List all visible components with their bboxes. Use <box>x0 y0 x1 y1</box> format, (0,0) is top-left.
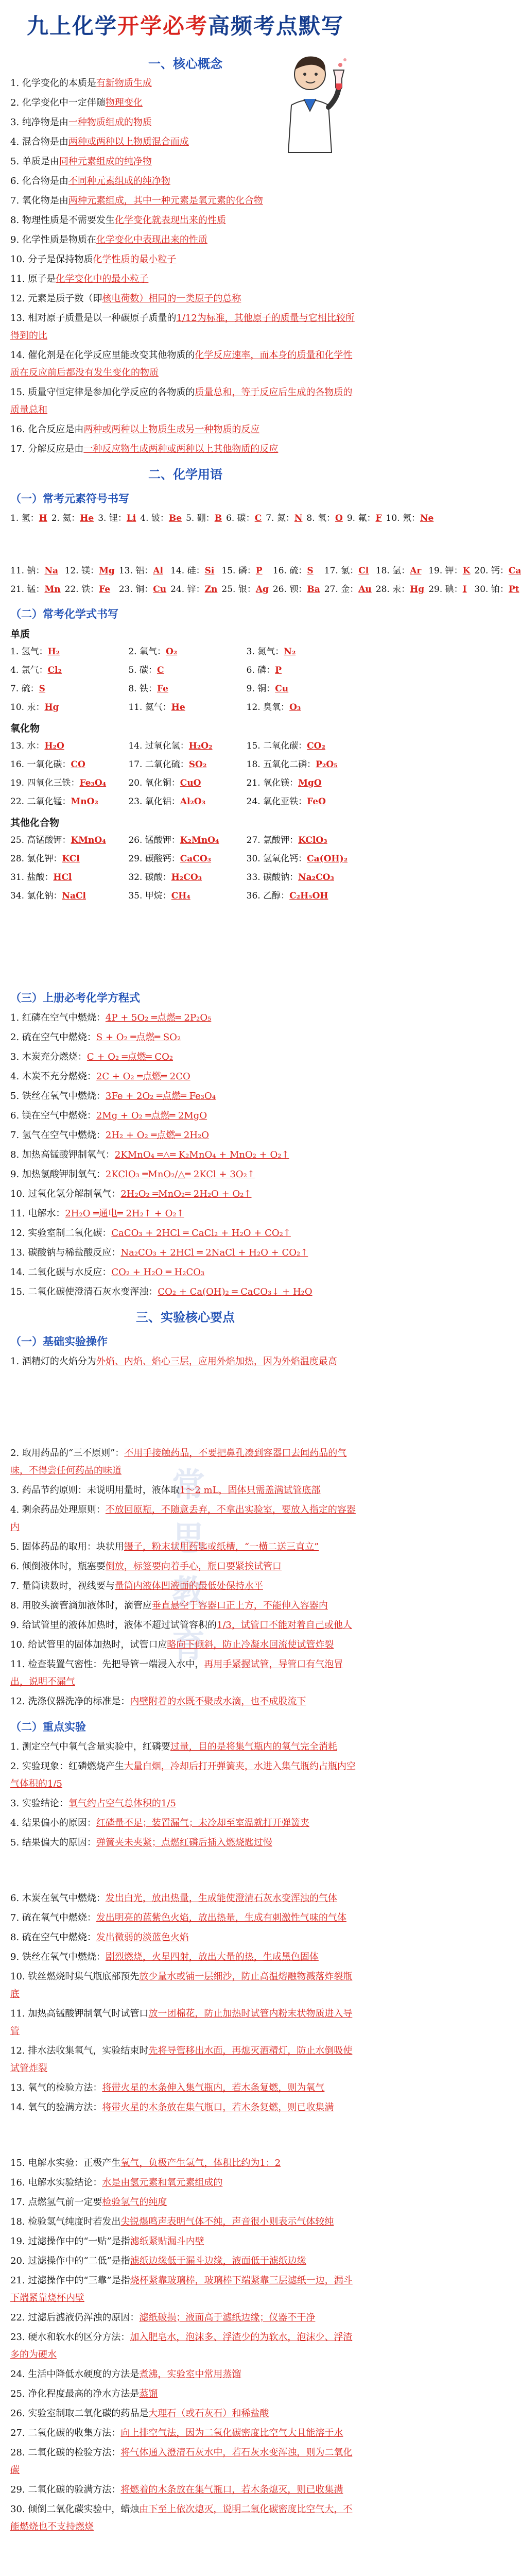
list-item: 5. 铁丝在氧气中燃烧：3Fe + 2O₂ ═点燃═ Fe₃O₄ <box>10 1091 216 1101</box>
list-item: 28. 二氧化碳的检验方法：将气体通入澄清石灰水中，若石灰水变浑浊，则为二氧化碳 <box>10 2447 353 2476</box>
list-item: 8. 用胶头滴管滴加液体时，滴管应垂直悬空于容器口正上方，不能伸入容器内 <box>10 1600 328 1611</box>
list-item: 9. 给试管里的液体加热时，液体不超过试管容积的1/3，试管口不能对着自己或他人 <box>10 1620 352 1631</box>
list-item: 13. 相对原子质量是以一种碳原子质量的1/12为标准，其他原子的质量与它相比较所得到的比 <box>10 313 355 341</box>
page-title <box>0 9 371 40</box>
list-item: 11. 加热高锰酸钾制氧气时试管口放一团棉花，防止加热时试管内粉末状物质进入导管 <box>10 2008 353 2037</box>
list-item: 11. 检查装置气密性：先把导管一端浸入水中，再用手紧握试管，导管口有气泡冒出，说明不漏气 <box>10 1659 343 1687</box>
formula-cell: 33. 碳酸钠：Na₂CO₃ <box>246 872 334 883</box>
elements-grid <box>10 510 434 527</box>
formula-cell: 23. 氧化铝：Al₂O₃ <box>128 796 206 807</box>
list-item: 25. 净化程度最高的净水方法是蒸馏 <box>10 2388 158 2399</box>
list-item: 14. 二氧化碳与水反应：CO₂ + H₂O ═ H₂CO₃ <box>10 1267 205 1278</box>
element-cell: 29. 碘：I <box>428 584 467 595</box>
list-item: 9. 化学性质是物质在化学变化中表现出来的性质 <box>10 234 207 245</box>
formula-cell: 22. 二氧化锰：MnO₂ <box>10 796 98 807</box>
list-item: 19. 过滤操作中的“一贴”是指滤纸紧贴漏斗内壁 <box>10 2236 204 2247</box>
formula-cell: 14. 过氧化氢：H₂O₂ <box>128 741 213 751</box>
formula-cell: 24. 氧化亚铁：FeO <box>246 796 326 807</box>
list-item: 8. 硫在空气中燃烧：发出微弱的淡蓝色火焰 <box>10 1932 189 1943</box>
formula-cell: 15. 二氧化碳：CO₂ <box>246 741 325 751</box>
element-cell: 20. 钙：Ca <box>474 566 521 576</box>
formula-cell: 11. 氦气：He <box>128 702 185 713</box>
element-cell: 18. 氩：Ar <box>375 566 422 576</box>
list-item: 13. 碳酸钠与稀盐酸反应：Na₂CO₃ + 2HCl ═ 2NaCl + H₂O + CO₂↑ <box>10 1247 308 1258</box>
formula-cell: 34. 氯化钠：NaCl <box>10 891 86 901</box>
list-item: 15. 电解水实验：正极产生氧气，负极产生氢气，体积比约为1：2 <box>10 2158 281 2168</box>
title-part-b: 开学必考 <box>117 13 208 39</box>
list-item: 2. 取用药品的“三不原则”：不用手接触药品，不要把鼻孔凑到容器口去闻药品的气味，不得尝任何药品的味道 <box>10 1448 347 1476</box>
element-cell: 8. 氧：O <box>306 513 343 523</box>
element-cell: 14. 硅：Si <box>170 566 215 576</box>
watermark: 常思教育 <box>166 1467 204 1682</box>
formula-cell: 19. 四氧化三铁：Fe₃O₄ <box>10 778 107 788</box>
formula-cell: 2. 氧气：O₂ <box>128 647 178 657</box>
list-item: 4. 剩余药品处理原则：不放回原瓶，不随意丢弃，不拿出实验室，要放入指定的容器内 <box>10 1504 356 1533</box>
elements-grid-2 <box>10 563 521 598</box>
formula-cell: 27. 氯酸钾：KClO₃ <box>246 835 327 845</box>
formula-cell: 5. 碳：C <box>128 665 164 675</box>
list-item: 5. 固体药品的取用：块状用镊子，粉末状用药匙或纸槽，“一横二送三直立” <box>10 1541 319 1552</box>
list-item: 17. 分解反应是由一种反应物生成两种或两种以上其他物质的反应 <box>10 444 279 454</box>
element-cell: 26. 钡：Ba <box>272 584 320 595</box>
formula-cell: 25. 高锰酸钾：KMnO₄ <box>10 835 106 845</box>
formula-grid-compounds <box>10 832 360 904</box>
title-part-a: 九上化学 <box>26 13 117 39</box>
list-item: 3. 实验结论：氧气约占空气总体积的1/5 <box>10 1798 176 1809</box>
equations-list <box>10 1009 360 1301</box>
formula-cell: 9. 铜：Cu <box>246 684 289 694</box>
list-item: 6. 倾倒液体时，瓶塞要倒放，标签要向着手心，瓶口要紧挨试管口 <box>10 1561 282 1572</box>
list-item: 2. 硫在空气中燃烧：S + O₂ ═点燃═ SO₂ <box>10 1032 181 1043</box>
element-cell: 10. 氖：Ne <box>386 513 434 523</box>
list-item: 3. 药品节约原则：未说明用量时，液体取1～2 mL，固体只需盖满试管底部 <box>10 1485 321 1496</box>
list-item: 13. 氧气的检验方法：将带火星的木条伸入集气瓶内，若木条复燃，则为氧气 <box>10 2082 325 2093</box>
key-exp-title: （二）重点实验 <box>10 1721 86 1733</box>
formula-cell: 32. 碳酸：H₂CO₃ <box>128 872 202 883</box>
list-item: 26. 实验室制取二氧化碳的药品是大理石（或石灰石）和稀盐酸 <box>10 2408 269 2419</box>
list-item: 30. 倾倒二氧化碳实验中，蜡烛由下至上依次熄灭，说明二氧化碳密度比空气大，不能燃烧也不支持燃烧 <box>10 2504 353 2532</box>
formula-cell: 16. 一氧化碳：CO <box>10 759 85 770</box>
list-item: 6. 化合物是由不同种元素组成的纯净物 <box>10 176 170 187</box>
list-item: 7. 量筒读数时，视线要与量筒内液体凹液面的最低处保持水平 <box>10 1581 263 1591</box>
formula-cell: 26. 锰酸钾：K₂MnO₄ <box>128 835 219 845</box>
list-item: 2. 化学变化中一定伴随物理变化 <box>10 97 143 108</box>
list-item: 12. 元素是质子数（即核电荷数）相同的一类原子的总称 <box>10 293 241 304</box>
list-item: 12. 洗涤仪器洗净的标准是：内壁附着的水既不聚成水滴，也不成股流下 <box>10 1696 306 1707</box>
list-item: 15. 二氧化碳使澄清石灰水变浑浊：CO₂ + Ca(OH)₂ ═ CaCO₃↓ + H₂O <box>10 1286 312 1297</box>
formula-cell: 29. 碳酸钙：CaCO₃ <box>128 854 212 864</box>
formula-cell: 6. 磷：P <box>246 665 282 675</box>
section2-title: 二、化学用语 <box>148 467 222 482</box>
formula-grid-oxides <box>10 738 360 810</box>
list-item: 11. 原子是化学变化中的最小粒子 <box>10 274 149 284</box>
basic-ops-title: （一）基础实验操作 <box>10 1335 108 1348</box>
list-item: 2. 实验现象：红磷燃烧产生大量白烟，冷却后打开弹簧夹，水进入集气瓶约占瓶内空气体积的1/5 <box>10 1761 356 1789</box>
element-cell: 19. 钾：K <box>428 566 471 576</box>
element-cell: 2. 氦：He <box>51 513 94 523</box>
list-item: 21. 过滤操作中的“三靠”是指烧杯紧靠玻璃棒，玻璃棒下端紧靠三层滤纸一边，漏斗下端紧靠烧杯内壁 <box>10 2275 353 2303</box>
section3-title: 三、实验核心要点 <box>136 1310 235 1325</box>
list-item: 1. 化学变化的本质是有新物质生成 <box>10 78 152 89</box>
list-item: 8. 物理性质是不需要发生化学变化就表现出来的性质 <box>10 215 226 226</box>
list-item: 14. 氧气的验满方法：将带火星的木条放在集气瓶口，若木条复燃，则已收集满 <box>10 2102 334 2113</box>
element-cell: 4. 铍：Be <box>140 513 182 523</box>
list-item: 3. 纯净物是由一种物质组成的物质 <box>10 117 152 128</box>
formula-title: （二）常考化学式书写 <box>10 608 118 620</box>
formula-cell: 28. 氯化钾：KCl <box>10 854 80 864</box>
formula-cell: 21. 氧化镁：MgO <box>246 778 322 788</box>
element-cell: 13. 铝：Al <box>118 566 163 576</box>
list-item: 5. 单质是由同种元素组成的纯净物 <box>10 156 152 167</box>
element-cell: 16. 硫：S <box>272 566 314 576</box>
formula-cell: 35. 甲烷：CH₄ <box>128 891 190 901</box>
element-cell: 17. 氯：Cl <box>324 566 369 576</box>
list-item: 12. 实验室制二氧化碳：CaCO₃ + 2HCl ═ CaCl₂ + H₂O + CO₂↑ <box>10 1228 291 1239</box>
element-cell: 24. 锌：Zn <box>170 584 218 595</box>
formula-cell: 13. 水：H₂O <box>10 741 64 751</box>
element-cell: 7. 氮：N <box>266 513 303 523</box>
formula-cell: 12. 臭氧：O₃ <box>246 702 301 713</box>
list-item: 15. 质量守恒定律是参加化学反应的各物质的质量总和，等于反应后生成的各物质的质量总和 <box>10 387 353 415</box>
formula-cell: 17. 二氧化硫：SO₂ <box>128 759 207 770</box>
element-cell: 3. 锂：Li <box>98 513 136 523</box>
basic-ops-list <box>10 1353 360 1710</box>
formula-cell: 4. 氯气：Cl₂ <box>10 665 62 675</box>
list-item: 14. 催化剂是在化学反应里能改变其他物质的化学反应速率，而本身的质量和化学性质在反应前后都没有发生变化的物质 <box>10 350 353 378</box>
list-item: 22. 过滤后滤液仍浑浊的原因：滤纸破损；液面高于滤纸边缘；仪器不干净 <box>10 2312 316 2323</box>
element-cell: 12. 镁：Mg <box>64 566 115 576</box>
list-item: 3. 木炭充分燃烧：C + O₂ ═点燃═ CO₂ <box>10 1052 173 1062</box>
formula-cell: 1. 氢气：H₂ <box>10 647 60 657</box>
list-item: 7. 氢气在空气中燃烧：2H₂ + O₂ ═点燃═ 2H₂O <box>10 1130 210 1141</box>
list-item: 6. 镁在空气中燃烧：2Mg + O₂ ═点燃═ 2MgO <box>10 1110 207 1121</box>
element-cell: 6. 碳：C <box>226 513 262 523</box>
element-cell: 27. 金：Au <box>324 584 372 595</box>
formula-cell: 10. 汞：Hg <box>10 702 59 713</box>
list-item: 20. 过滤操作中的“二低”是指滤纸边缘低于漏斗边缘，液面低于滤纸边缘 <box>10 2256 306 2266</box>
list-item: 8. 加热高锰酸钾制氧气：2KMnO₄ ═△═ K₂MnO₄ + MnO₂ + O₂↑ <box>10 1149 289 1160</box>
content-area <box>10 47 521 2538</box>
list-item: 18. 检验氢气纯度时若发出尖锐爆鸣声表明气体不纯，声音很小则表示气体较纯 <box>10 2216 334 2227</box>
list-item: 4. 木炭不充分燃烧：2C + O₂ ═点燃═ 2CO <box>10 1071 190 1082</box>
list-item: 10. 给试管里的固体加热时，试管口应略向下倾斜，防止冷凝水回流使试管炸裂 <box>10 1639 334 1650</box>
list-item: 16. 电解水实验结论：水是由氢元素和氧元素组成的 <box>10 2177 223 2188</box>
element-cell: 22. 铁：Fe <box>64 584 111 595</box>
list-item: 24. 生活中降低水硬度的方法是煮沸，实验室中常用蒸馏 <box>10 2369 241 2380</box>
element-cell: 5. 硼：B <box>186 513 222 523</box>
list-item: 7. 硫在氧气中燃烧：发出明亮的蓝紫色火焰，放出热量，生成有刺激性气味的气体 <box>10 1912 346 1923</box>
list-item: 11. 电解水：2H₂O ═通电═ 2H₂↑ + O₂↑ <box>10 1208 184 1219</box>
element-cell: 23. 铜：Cu <box>118 584 167 595</box>
element-cell: 9. 氟：F <box>346 513 382 523</box>
key-exp-list <box>10 1738 360 2536</box>
formula-grid-elements <box>10 643 360 716</box>
list-item: 6. 木炭在氧气中燃烧：发出白光，放出热量，生成能使澄清石灰水变浑浊的气体 <box>10 1893 337 1904</box>
formula-cell: 31. 盐酸：HCl <box>10 872 72 883</box>
list-item: 27. 二氧化碳的收集方法：向上排空气法，因为二氧化碳密度比空气大且能溶于水 <box>10 2428 343 2438</box>
element-cell: 1. 氢：H <box>10 513 47 523</box>
elements-title: （一）常考元素符号书写 <box>10 493 129 505</box>
formula-cell: 7. 硫：S <box>10 684 45 694</box>
title-part-c: 高频考点默写 <box>208 13 344 39</box>
list-item: 1. 红磷在空气中燃烧：4P + 5O₂ ═点燃═ 2P₂O₅ <box>10 1012 212 1023</box>
list-item: 12. 排水法收集氧气，实验结束时先将导管移出水面，再熄灭酒精灯，防止水倒吸使试管炸裂 <box>10 2045 353 2074</box>
group-title: 其他化合物 <box>10 817 60 828</box>
formula-cell: 30. 氢氧化钙：Ca(OH)₂ <box>246 854 348 864</box>
list-item: 17. 点燃氢气前一定要检验氢气的纯度 <box>10 2197 167 2208</box>
element-cell: 11. 钠：Na <box>10 566 59 576</box>
element-cell: 15. 磷：P <box>221 566 263 576</box>
list-item: 4. 混合物是由两种或两种以上物质混合而成 <box>10 137 189 147</box>
element-cell: 28. 汞：Hg <box>375 584 425 595</box>
element-cell: 21. 锰：Mn <box>10 584 61 595</box>
list-item: 10. 过氧化氢分解制氧气：2H₂O₂ ═MnO₂═ 2H₂O + O₂↑ <box>10 1189 252 1199</box>
list-item: 9. 加热氯酸钾制氧气：2KClO₃ ═MnO₂/△═ 2KCl + 3O₂↑ <box>10 1169 255 1180</box>
formula-cell: 18. 五氧化二磷：P₂O₅ <box>246 759 338 770</box>
list-item: 16. 化合反应是由两种或两种以上物质生成另一种物质的反应 <box>10 424 260 435</box>
element-cell: 25. 银：Ag <box>221 584 269 595</box>
element-cell: 30. 铂：Pt <box>474 584 519 595</box>
list-item: 5. 结果偏大的原因：弹簧夹未夹紧；点燃红磷后插入燃烧匙过慢 <box>10 1837 272 1848</box>
section1-list-cont <box>10 173 360 458</box>
formula-cell: 3. 氮气：N₂ <box>246 647 296 657</box>
formula-cell: 36. 乙醇：C₂H₅OH <box>246 891 328 901</box>
equations-title: （三）上册必考化学方程式 <box>10 992 140 1004</box>
section1-list <box>10 75 278 171</box>
list-item: 29. 二氧化碳的验满方法：将燃着的木条放在集气瓶口，若木条熄灭，则已收集满 <box>10 2484 343 2495</box>
group-title: 单质 <box>10 629 30 640</box>
list-item: 10. 分子是保持物质化学性质的最小粒子 <box>10 254 177 265</box>
section1-title: 一、核心概念 <box>148 57 222 71</box>
list-item: 7. 氧化物是由两种元素组成，其中一种元素是氧元素的化合物 <box>10 195 263 206</box>
list-item: 9. 铁丝在氧气中燃烧：剧烈燃烧，火星四射，放出大量的热，生成黑色固体 <box>10 1952 319 1962</box>
group-title: 氧化物 <box>10 723 40 734</box>
list-item: 1. 酒精灯的火焰分为外焰、内焰、焰心三层，应用外焰加热，因为外焰温度最高 <box>10 1356 337 1367</box>
list-item: 4. 结果偏小的原因：红磷量不足；装置漏气；未冷却至室温就打开弹簧夹 <box>10 1818 309 1828</box>
formula-cell: 20. 氧化铜：CuO <box>128 778 201 788</box>
list-item: 1. 测定空气中氧气含量实验中，红磷要过量，目的是将集气瓶内的氧气完全消耗 <box>10 1741 337 1752</box>
list-item: 23. 硬水和软水的区分方法：加入肥皂水，泡沫多、浮渣少的为软水，泡沫少、浮渣多的为硬水 <box>10 2332 353 2360</box>
formula-cell: 8. 铁：Fe <box>128 684 168 694</box>
list-item: 10. 铁丝燃烧时集气瓶底部预先放少量水或铺一层细沙，防止高温熔融物溅落炸裂瓶底 <box>10 1971 353 1999</box>
